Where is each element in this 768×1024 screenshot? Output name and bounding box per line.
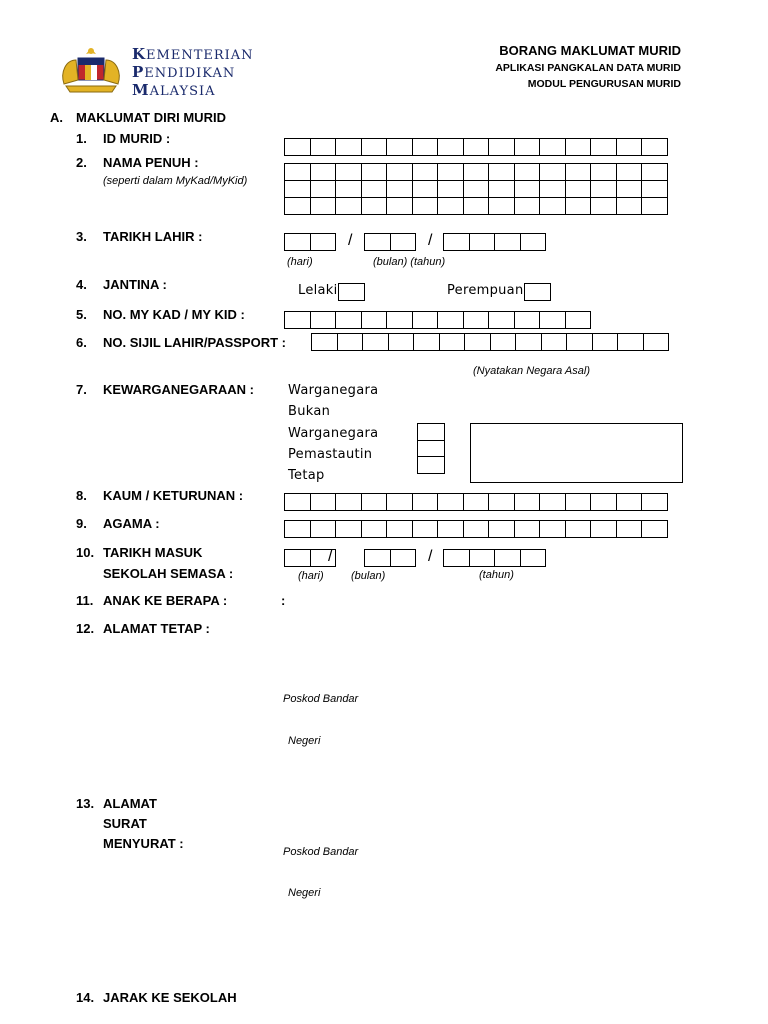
char-cell[interactable]	[463, 138, 490, 156]
char-cell[interactable]	[311, 333, 338, 351]
coat-of-arms-icon	[56, 44, 126, 96]
date-separator: /	[328, 548, 333, 565]
mykad-label: NO. MY KAD / MY KID :	[103, 307, 245, 322]
nama-penuh-label: NAMA PENUH :	[103, 155, 199, 170]
char-cell[interactable]	[284, 493, 311, 511]
alamat-surat-poskod-label: Poskod Bandar	[283, 846, 359, 858]
field-number: 5.	[76, 307, 87, 322]
ministry-line2: PENDIDIKAN	[132, 63, 236, 81]
char-cell[interactable]	[335, 180, 362, 198]
char-cell[interactable]	[641, 180, 668, 198]
char-cell[interactable]	[463, 163, 490, 181]
char-cell[interactable]	[590, 520, 617, 538]
lelaki-checkbox[interactable]	[338, 283, 365, 301]
char-cell[interactable]	[437, 180, 464, 198]
kaum-input[interactable]	[285, 494, 668, 511]
char-cell[interactable]	[437, 197, 464, 215]
char-cell[interactable]	[469, 549, 496, 567]
char-cell[interactable]	[616, 197, 643, 215]
char-cell[interactable]	[284, 138, 311, 156]
option-line: Tetap	[288, 468, 325, 484]
char-cell[interactable]	[565, 311, 592, 329]
char-cell[interactable]	[463, 520, 490, 538]
char-cell[interactable]	[284, 311, 311, 329]
char-cell[interactable]	[641, 197, 668, 215]
char-cell[interactable]	[539, 163, 566, 181]
char-cell[interactable]	[616, 180, 643, 198]
char-cell[interactable]	[565, 493, 592, 511]
char-cell[interactable]	[412, 180, 439, 198]
tarikh-lahir-year-input[interactable]	[444, 234, 546, 251]
char-cell[interactable]	[488, 493, 515, 511]
alamat-surat-negeri-label: Negeri	[288, 887, 321, 899]
char-cell[interactable]	[335, 493, 362, 511]
char-cell[interactable]	[412, 311, 439, 329]
alamat-tetap-poskod-label: Poskod Bandar	[283, 693, 359, 705]
pemastautin-tetap-checkbox[interactable]	[417, 456, 445, 474]
char-cell[interactable]	[310, 163, 337, 181]
char-cell[interactable]	[616, 138, 643, 156]
app-name: APLIKASI PANGKALAN DATA MURID	[495, 62, 681, 74]
char-cell[interactable]	[443, 549, 470, 567]
module-name: MODUL PENGURUSAN MURID	[527, 78, 681, 90]
kaum-label: KAUM / KETURUNAN :	[103, 488, 244, 503]
char-cell[interactable]	[488, 163, 515, 181]
nama-penuh-input-row2[interactable]	[285, 181, 668, 198]
anak-ke-label: ANAK KE BERAPA :	[103, 593, 228, 608]
char-cell[interactable]	[364, 549, 391, 567]
char-cell[interactable]	[361, 163, 388, 181]
char-cell[interactable]	[515, 333, 542, 351]
jarak-label: JARAK KE SEKOLAH	[103, 990, 237, 1005]
char-cell[interactable]	[437, 311, 464, 329]
char-cell[interactable]	[443, 233, 470, 251]
nama-penuh-input-row3[interactable]	[285, 198, 668, 215]
char-cell[interactable]	[463, 180, 490, 198]
tarikh-lahir-month-input[interactable]	[365, 234, 416, 251]
char-cell[interactable]	[390, 549, 417, 567]
char-cell[interactable]	[565, 520, 592, 538]
char-cell[interactable]	[488, 138, 515, 156]
char-cell[interactable]	[361, 520, 388, 538]
field-number: 1.	[76, 131, 87, 146]
ministry-line1: KEMENTERIAN	[132, 45, 254, 63]
char-cell[interactable]	[641, 138, 668, 156]
tarikh-masuk-label-line2: SEKOLAH SEMASA :	[103, 566, 234, 581]
char-cell[interactable]	[412, 493, 439, 511]
char-cell[interactable]	[361, 493, 388, 511]
option-line: Bukan	[288, 404, 331, 420]
char-cell[interactable]	[514, 180, 541, 198]
char-cell[interactable]	[413, 333, 440, 351]
char-cell[interactable]	[539, 180, 566, 198]
negara-asal-input[interactable]	[470, 423, 683, 483]
char-cell[interactable]	[335, 311, 362, 329]
char-cell[interactable]	[464, 333, 491, 351]
tarikh-lahir-day-input[interactable]	[285, 234, 336, 251]
char-cell[interactable]	[463, 493, 490, 511]
char-cell[interactable]	[364, 233, 391, 251]
char-cell[interactable]	[514, 197, 541, 215]
char-cell[interactable]	[590, 493, 617, 511]
char-cell[interactable]	[641, 493, 668, 511]
option-line: Warganegara	[288, 383, 379, 398]
ministry-logo	[56, 44, 126, 96]
char-cell[interactable]	[362, 333, 389, 351]
char-cell[interactable]	[469, 233, 496, 251]
char-cell[interactable]	[284, 163, 311, 181]
char-cell[interactable]	[361, 180, 388, 198]
char-cell[interactable]	[514, 493, 541, 511]
date-separator: /	[428, 232, 433, 249]
sijil-lahir-label: NO. SIJIL LAHIR/PASSPORT :	[103, 335, 286, 350]
id-murid-input[interactable]	[285, 139, 668, 156]
alamat-surat-label-line2: SURAT	[103, 816, 147, 831]
kewarganegaraan-options	[288, 380, 378, 486]
char-cell[interactable]	[335, 138, 362, 156]
lelaki-label: Lelaki	[298, 283, 338, 298]
option-line: Warganegara	[288, 425, 379, 441]
char-cell[interactable]	[310, 493, 337, 511]
char-cell[interactable]	[412, 138, 439, 156]
field-number: 11.	[76, 593, 94, 608]
tarikh-masuk-year-input[interactable]	[444, 550, 546, 567]
char-cell[interactable]	[490, 333, 517, 351]
char-cell[interactable]	[514, 163, 541, 181]
char-cell[interactable]	[616, 493, 643, 511]
char-cell[interactable]	[386, 493, 413, 511]
option-line: Pemastautin	[288, 446, 373, 462]
char-cell[interactable]	[361, 138, 388, 156]
char-cell[interactable]	[310, 197, 337, 215]
agama-input[interactable]	[285, 521, 668, 538]
field-number: 13.	[76, 796, 95, 811]
section-title: MAKLUMAT DIRI MURID	[76, 110, 226, 125]
char-cell[interactable]	[539, 311, 566, 329]
field-number: 9.	[76, 516, 87, 531]
char-cell[interactable]	[565, 138, 592, 156]
char-cell[interactable]	[514, 520, 541, 538]
char-cell[interactable]	[335, 520, 362, 538]
char-cell[interactable]	[412, 163, 439, 181]
char-cell[interactable]	[310, 180, 337, 198]
ministry-line3: MALAYSIA	[132, 81, 216, 99]
char-cell[interactable]	[643, 333, 670, 351]
char-cell[interactable]	[337, 333, 364, 351]
field-number: 14.	[76, 990, 95, 1005]
day-hint: (hari)	[298, 570, 324, 582]
char-cell[interactable]	[284, 233, 311, 251]
char-cell[interactable]	[514, 311, 541, 329]
char-cell[interactable]	[463, 311, 490, 329]
char-cell[interactable]	[617, 333, 644, 351]
nama-penuh-input-row1[interactable]	[285, 164, 668, 181]
char-cell[interactable]	[565, 180, 592, 198]
id-murid-label: ID MURID :	[103, 131, 171, 146]
char-cell[interactable]	[641, 520, 668, 538]
char-cell[interactable]	[565, 197, 592, 215]
anak-ke-colon: :	[281, 593, 286, 608]
char-cell[interactable]	[437, 520, 464, 538]
char-cell[interactable]	[412, 197, 439, 215]
char-cell[interactable]	[310, 233, 337, 251]
tarikh-masuk-label-line1: TARIKH MASUK	[103, 545, 203, 560]
alamat-surat-label-line1: ALAMAT	[103, 796, 157, 811]
sijil-lahir-input[interactable]	[312, 334, 669, 351]
form-title: BORANG MAKLUMAT MURID	[499, 43, 681, 58]
field-number: 12.	[76, 621, 95, 636]
char-cell[interactable]	[590, 138, 617, 156]
char-cell[interactable]	[488, 197, 515, 215]
char-cell[interactable]	[437, 138, 464, 156]
char-cell[interactable]	[386, 138, 413, 156]
char-cell[interactable]	[488, 311, 515, 329]
section-letter: A.	[50, 110, 63, 125]
char-cell[interactable]	[310, 311, 337, 329]
negara-asal-note: (Nyatakan Negara Asal)	[473, 365, 590, 377]
field-number: 7.	[76, 382, 87, 397]
date-separator: /	[348, 232, 353, 249]
char-cell[interactable]	[539, 520, 566, 538]
field-number: 10.	[76, 545, 95, 560]
tarikh-lahir-label: TARIKH LAHIR :	[103, 229, 203, 244]
alamat-surat-label-line3: MENYURAT :	[103, 836, 184, 851]
char-cell[interactable]	[520, 233, 547, 251]
char-cell[interactable]	[386, 180, 413, 198]
field-number: 8.	[76, 488, 87, 503]
field-number: 4.	[76, 277, 87, 292]
char-cell[interactable]	[592, 333, 619, 351]
char-cell[interactable]	[494, 549, 521, 567]
char-cell[interactable]	[310, 520, 337, 538]
field-number: 6.	[76, 335, 87, 350]
bukan-warganegara-checkbox[interactable]	[417, 440, 445, 457]
year-hint: (tahun)	[479, 569, 514, 581]
char-cell[interactable]	[388, 333, 415, 351]
alamat-tetap-label: ALAMAT TETAP :	[103, 621, 210, 636]
char-cell[interactable]	[463, 197, 490, 215]
char-cell[interactable]	[566, 333, 593, 351]
char-cell[interactable]	[590, 180, 617, 198]
warganegara-checkbox[interactable]	[417, 423, 445, 441]
char-cell[interactable]	[616, 520, 643, 538]
char-cell[interactable]	[386, 197, 413, 215]
char-cell[interactable]	[539, 138, 566, 156]
day-hint: (hari)	[287, 256, 313, 268]
char-cell[interactable]	[386, 163, 413, 181]
char-cell[interactable]	[335, 163, 362, 181]
char-cell[interactable]	[590, 163, 617, 181]
char-cell[interactable]	[335, 197, 362, 215]
date-separator: /	[428, 548, 433, 565]
char-cell[interactable]	[616, 163, 643, 181]
char-cell[interactable]	[361, 197, 388, 215]
char-cell[interactable]	[412, 520, 439, 538]
mykad-input[interactable]	[285, 312, 591, 329]
nama-penuh-hint: (seperti dalam MyKad/MyKid)	[103, 175, 248, 187]
char-cell[interactable]	[514, 138, 541, 156]
field-number: 2.	[76, 155, 87, 170]
char-cell[interactable]	[284, 180, 311, 198]
char-cell[interactable]	[488, 520, 515, 538]
agama-label: AGAMA :	[103, 516, 160, 531]
tarikh-masuk-month-input[interactable]	[365, 550, 416, 567]
char-cell[interactable]	[539, 197, 566, 215]
char-cell[interactable]	[386, 311, 413, 329]
char-cell[interactable]	[590, 197, 617, 215]
alamat-tetap-negeri-label: Negeri	[288, 735, 321, 747]
ministry-name	[132, 46, 254, 100]
field-number: 3.	[76, 229, 87, 244]
char-cell[interactable]	[494, 233, 521, 251]
char-cell[interactable]	[539, 493, 566, 511]
char-cell[interactable]	[641, 163, 668, 181]
char-cell[interactable]	[488, 180, 515, 198]
char-cell[interactable]	[284, 520, 311, 538]
perempuan-checkbox[interactable]	[524, 283, 551, 301]
char-cell[interactable]	[386, 520, 413, 538]
char-cell[interactable]	[437, 163, 464, 181]
char-cell[interactable]	[520, 549, 547, 567]
jantina-label: JANTINA :	[103, 277, 167, 292]
char-cell[interactable]	[565, 163, 592, 181]
char-cell[interactable]	[541, 333, 568, 351]
char-cell[interactable]	[284, 549, 311, 567]
char-cell[interactable]	[310, 138, 337, 156]
month-year-hint: (bulan) (tahun)	[373, 256, 446, 268]
kewarganegaraan-label: KEWARGANEGARAAN :	[103, 382, 254, 397]
char-cell[interactable]	[437, 493, 464, 511]
char-cell[interactable]	[284, 197, 311, 215]
month-hint: (bulan)	[351, 570, 386, 582]
char-cell[interactable]	[390, 233, 417, 251]
char-cell[interactable]	[439, 333, 466, 351]
perempuan-label: Perempuan	[447, 283, 524, 298]
char-cell[interactable]	[361, 311, 388, 329]
